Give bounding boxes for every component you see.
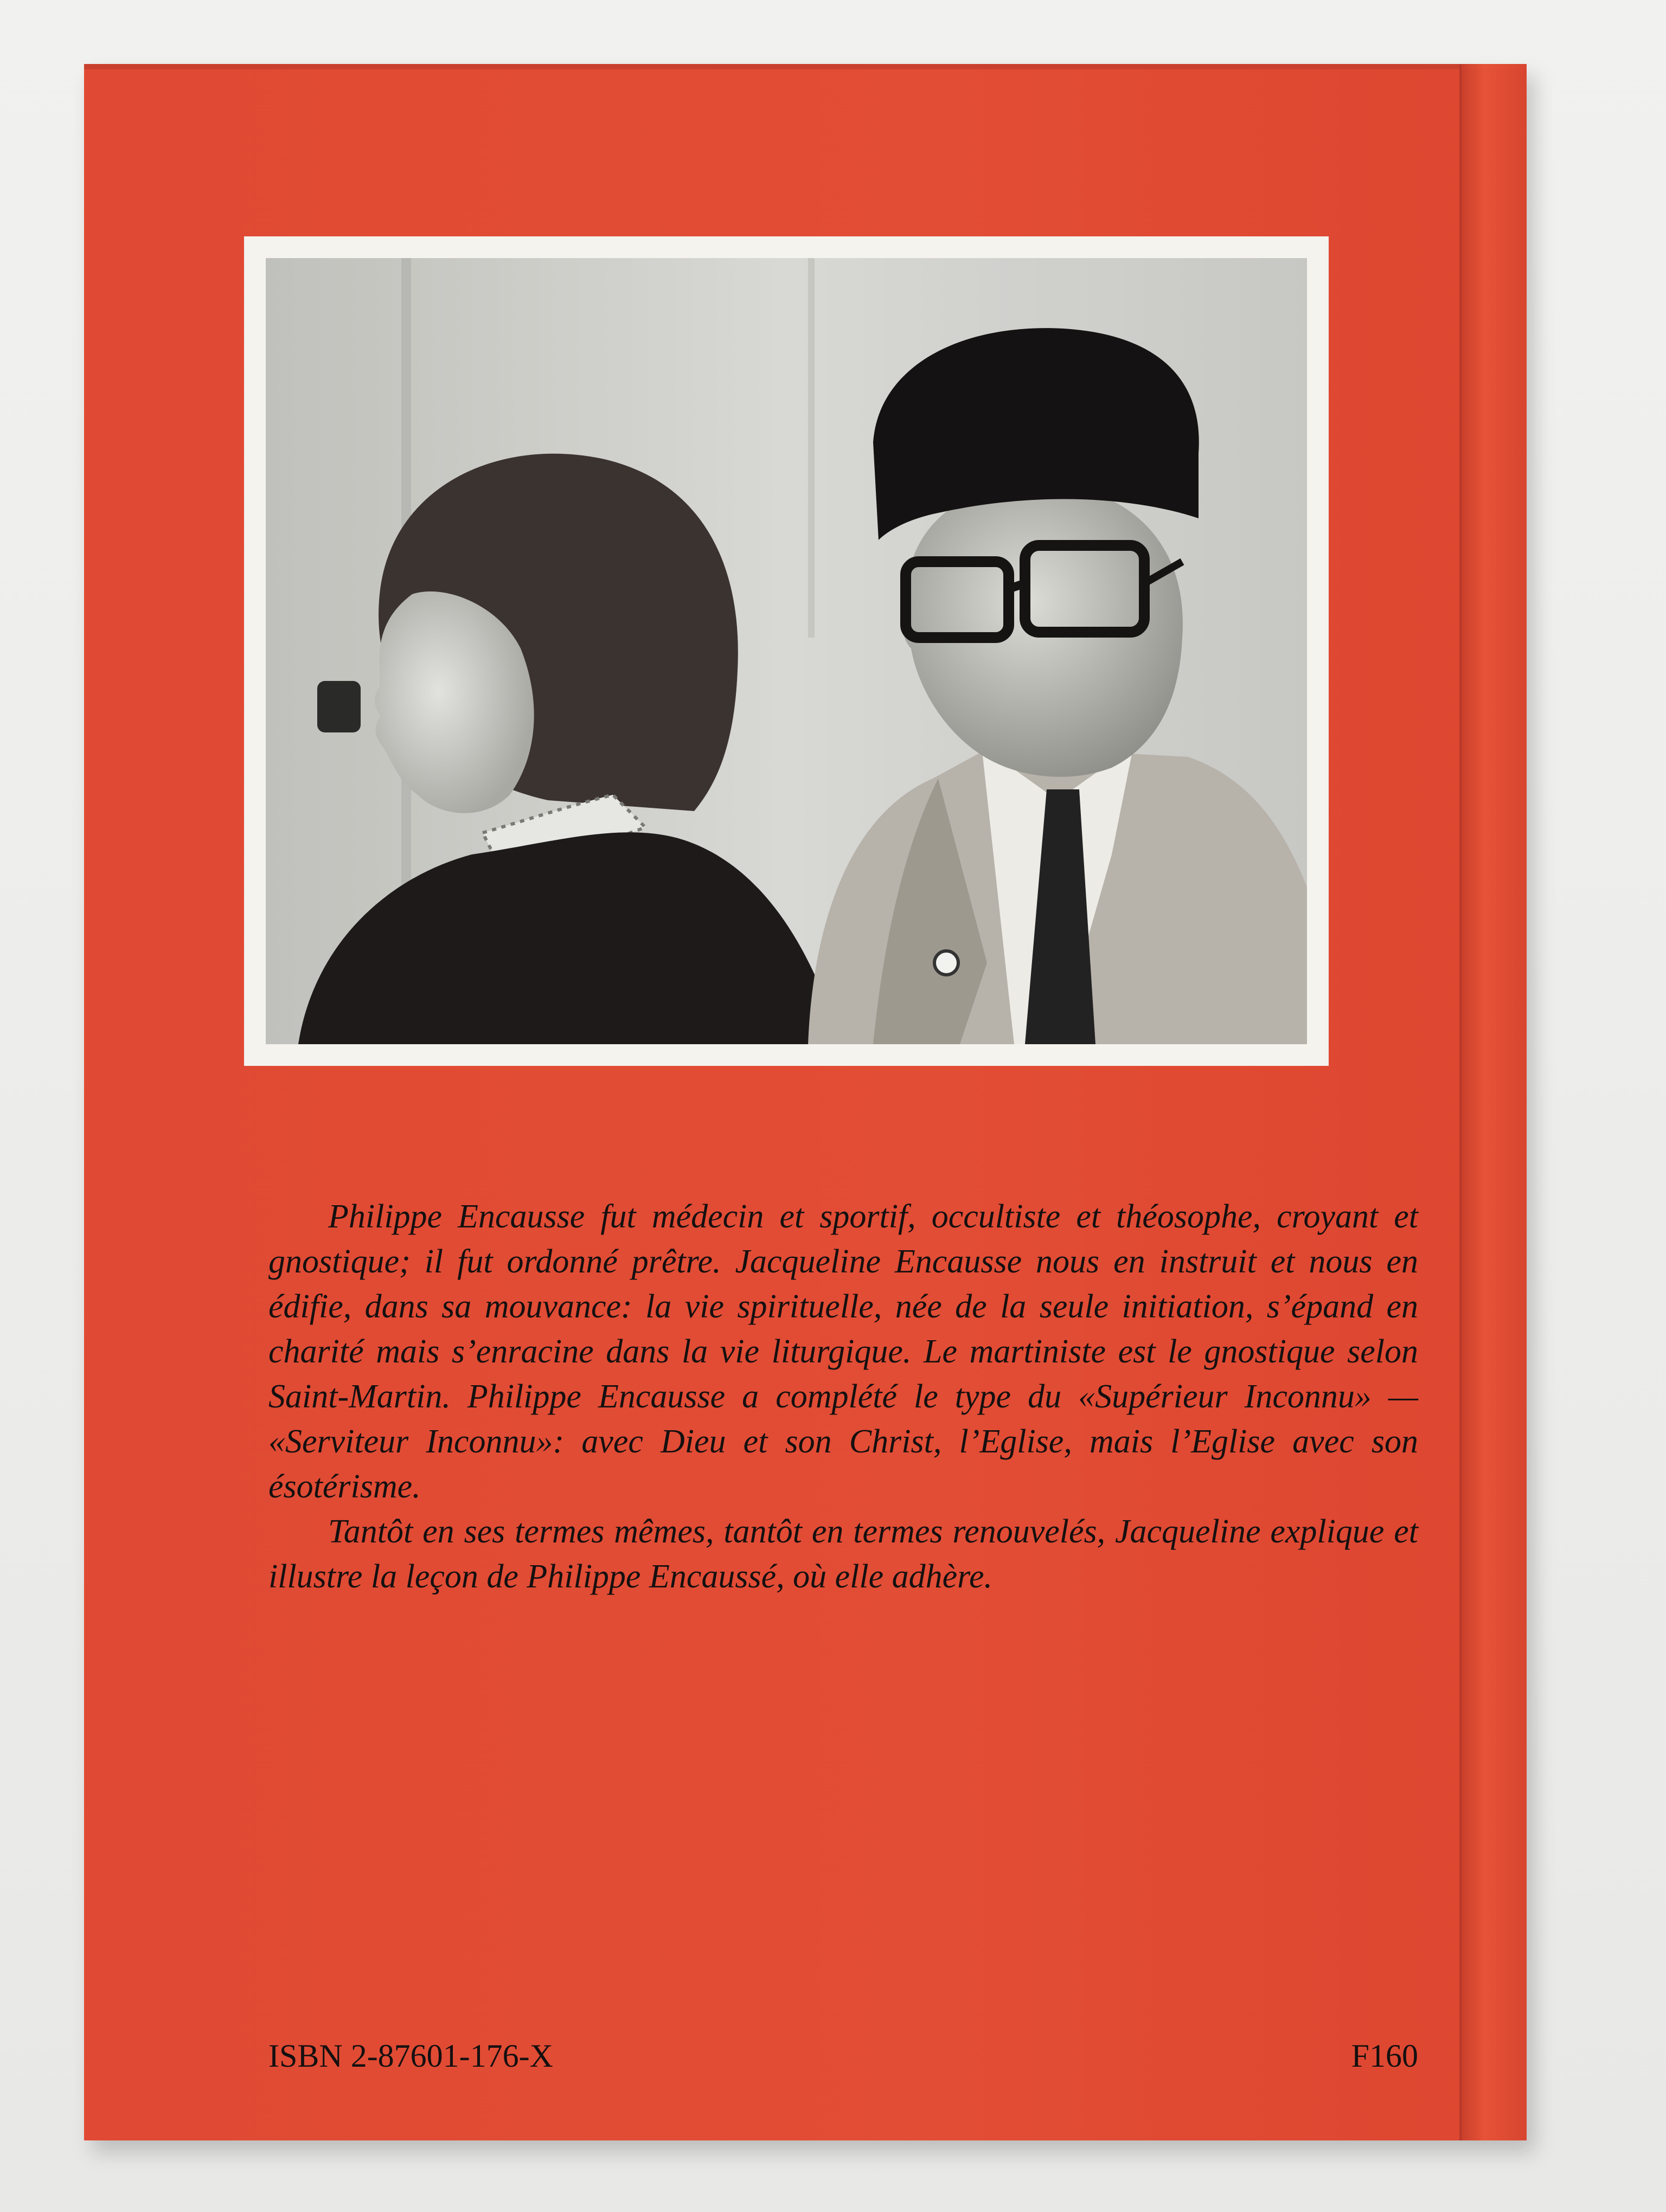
- black-and-white-photo: [266, 258, 1307, 1044]
- blurb-paragraph-1: Philippe Encausse fut médecin et sportif, occultiste et théosophe, croyant et gnostique; il fut ordonné prêtre. Jacqueline Encausse nous en instruit et nous en édifie, dans sa mouvance: la vie spirituelle, née de la seule initiation, s’épand en charité mais s’enracine dans la vie liturgique. Le martiniste est le gnostique selon Saint-Martin. Philippe Encausse a complété le type du «Supérieur Inconnu» — «Serviteur Inconnu»: avec Dieu et son Christ, l’Eglise, mais l’Eglise avec son ésotérisme.: [268, 1198, 1418, 1505]
- price-label: F160: [1351, 2038, 1418, 2074]
- book-back-cover: [84, 64, 1527, 2140]
- portrait-illustration: [266, 258, 1307, 1044]
- photo-frame: [244, 236, 1329, 1066]
- blurb-paragraph-2: Tantôt en ses termes mêmes, tantôt en termes renouvelés, Jacqueline explique et illustre la leçon de Philippe Encaussé, où elle adhère.: [268, 1513, 1418, 1595]
- blurb-text: [268, 1194, 1418, 1599]
- book-spine: [1459, 64, 1527, 2140]
- cover-top-edge: [84, 64, 1527, 69]
- isbn-label: ISBN 2-87601-176-X: [268, 2038, 553, 2074]
